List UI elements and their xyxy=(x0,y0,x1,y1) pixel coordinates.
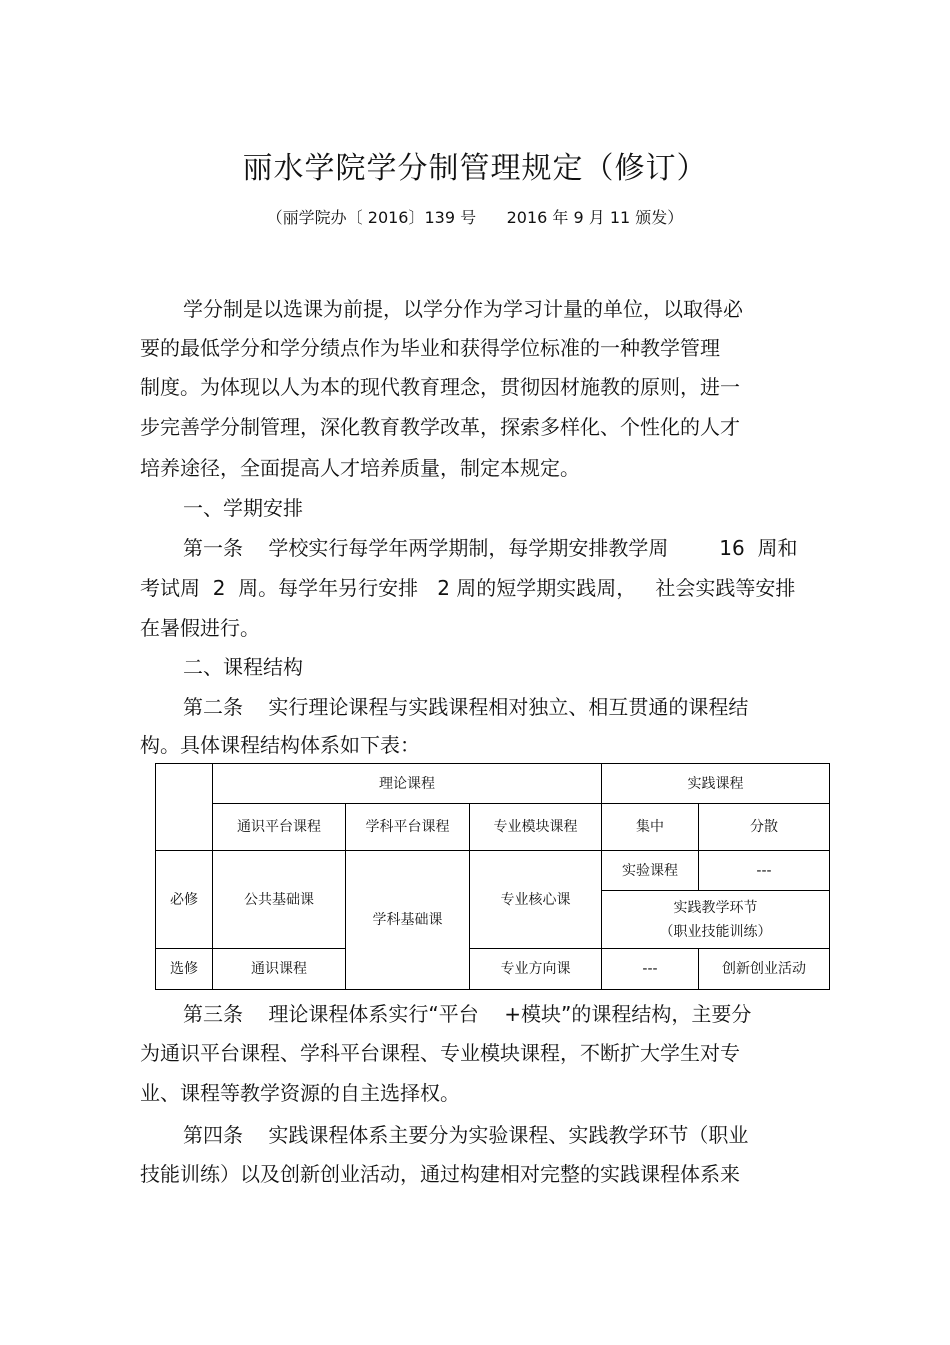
dispersed-empty-cell: --- xyxy=(699,851,830,891)
intro-line: 步完善学分制管理，深化教育教学改革，探索多样化、个性化的人才 xyxy=(140,415,740,439)
section-heading-2: 二、课程结构 xyxy=(183,655,303,679)
intro-line: 学分制是以选课为前提，以学分作为学习计量的单位，以取得必 xyxy=(183,297,743,321)
article-3-line: 第三条 理论课程体系实行“平台 +模块”的课程结构，主要分 xyxy=(183,1002,752,1026)
article-2-line: 第二条 实行理论课程与实践课程相对独立、相互贯通的课程结 xyxy=(183,695,749,719)
theory-course-header: 理论课程 xyxy=(213,764,602,804)
practice-link-cell xyxy=(602,891,830,949)
practice-link-label: 实践教学环节 xyxy=(673,899,758,916)
article-1-line: 考试周 2 周。每学年另行安排 2 周的短学期实践周， 社会实践等安排 xyxy=(140,576,796,600)
article-4-line: 技能训练）以及创新创业活动，通过构建相对完整的实践课程体系来 xyxy=(140,1162,740,1186)
article-1-line: 在暑假进行。 xyxy=(140,616,260,640)
concentrated-empty-cell: --- xyxy=(602,949,699,990)
section-heading-1: 一、学期安排 xyxy=(183,496,303,520)
discipline-platform-header: 学科平台课程 xyxy=(346,804,470,851)
article-3-line: 为通识平台课程、学科平台课程、专业模块课程，不断扩大学生对专 xyxy=(140,1041,740,1065)
article-1-line: 第一条 学校实行每学年两学期制，每学期安排教学周 16 周和 xyxy=(183,536,798,560)
discipline-basic-cell: 学科基础课 xyxy=(346,851,470,990)
innovation-cell: 创新创业活动 xyxy=(699,949,830,990)
table-corner-cell xyxy=(156,764,213,851)
intro-line: 要的最低学分和学分绩点作为毕业和获得学位标准的一种教学管理 xyxy=(140,336,720,360)
concentrated-header: 集中 xyxy=(602,804,699,851)
major-direction-cell: 专业方向课 xyxy=(470,949,602,990)
general-platform-header: 通识平台课程 xyxy=(213,804,346,851)
required-row-label: 必修 xyxy=(156,851,213,949)
elective-row-label: 选修 xyxy=(156,949,213,990)
article-4-line: 第四条 实践课程体系主要分为实验课程、实践教学环节（职业 xyxy=(183,1123,749,1147)
intro-line: 制度。为体现以人为本的现代教育理念，贯彻因材施教的原则，进一 xyxy=(140,375,740,399)
major-module-header: 专业模块课程 xyxy=(470,804,602,851)
article-3-line: 业、课程等教学资源的自主选择权。 xyxy=(140,1081,460,1105)
dispersed-header: 分散 xyxy=(699,804,830,851)
public-basic-cell: 公共基础课 xyxy=(213,851,346,949)
practice-course-header: 实践课程 xyxy=(602,764,830,804)
course-structure-table xyxy=(155,763,830,990)
general-course-cell: 通识课程 xyxy=(213,949,346,990)
document-subtitle: （丽学院办〔 2016〕139 号 2016 年 9 月 11 颁发） xyxy=(266,208,684,227)
document-title: 丽水学院学分制管理规定（修订） xyxy=(242,151,708,186)
article-2-line: 构。具体课程结构体系如下表： xyxy=(140,733,420,757)
practice-link-sublabel: （职业技能训练） xyxy=(659,923,772,940)
lab-course-cell: 实验课程 xyxy=(602,851,699,891)
major-core-cell: 专业核心课 xyxy=(470,851,602,949)
intro-line: 培养途径，全面提高人才培养质量，制定本规定。 xyxy=(140,456,580,480)
